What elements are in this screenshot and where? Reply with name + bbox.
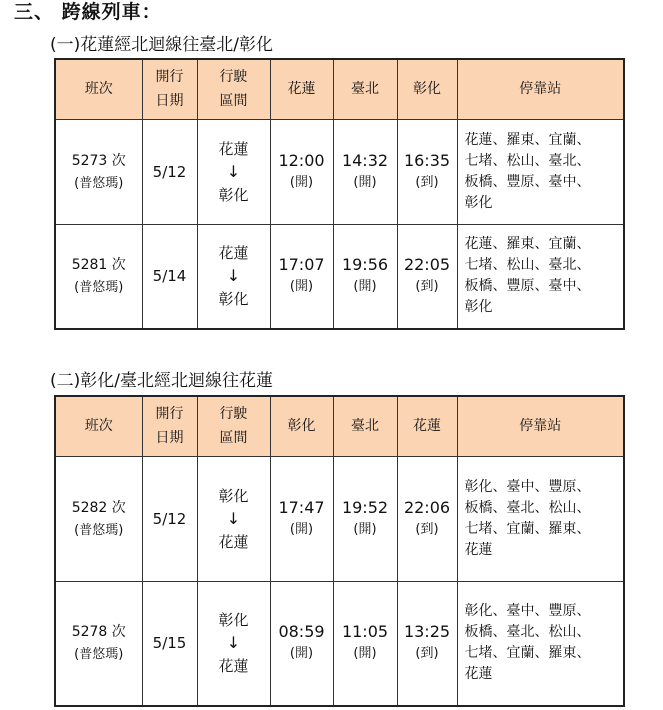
header-section: 行駛 區間 [197, 59, 270, 119]
arrow-down-icon: ↓ [226, 633, 241, 653]
date-cell: 5/15 [142, 581, 197, 706]
date-cell: 5/14 [142, 224, 197, 329]
date-cell: 5/12 [142, 456, 197, 581]
time-cell: 22:06 (到) [397, 456, 457, 581]
stops-cell: 彰化、臺中、豐原、 板橋、臺北、松山、 七堵、宜蘭、羅東、 花蓮 [457, 581, 624, 706]
time-cell: 08:59 (開) [270, 581, 333, 706]
header-station-1: 花蓮 [270, 59, 333, 119]
section-cell: 花蓮 ↓ 彰化 [197, 224, 270, 329]
section-2-subtitle: (二)彰化/臺北經北迴線往花蓮 [50, 371, 273, 391]
header-station-1: 彰化 [270, 396, 333, 456]
header-section: 行駛 區間 [197, 396, 270, 456]
header-stops: 停靠站 [457, 396, 624, 456]
section-cell: 彰化 ↓ 花蓮 [197, 581, 270, 706]
stops-cell: 花蓮、羅東、宜蘭、 七堵、松山、臺北、 板橋、豐原、臺中、 彰化 [457, 224, 624, 329]
train-cell: 5273 次 (普悠瑪) [55, 119, 142, 224]
time-cell: 14:32 (開) [333, 119, 397, 224]
table-row [55, 581, 624, 706]
date-cell: 5/12 [142, 119, 197, 224]
time-cell: 12:00 (開) [270, 119, 333, 224]
time-cell: 19:56 (開) [333, 224, 397, 329]
arrow-down-icon: ↓ [226, 508, 241, 528]
table-header-row [55, 396, 624, 456]
timetable-2 [54, 395, 625, 707]
arrow-down-icon: ↓ [226, 161, 241, 181]
time-cell: 11:05 (開) [333, 581, 397, 706]
stops-cell: 彰化、臺中、豐原、 板橋、臺北、松山、 七堵、宜蘭、羅東、 花蓮 [457, 456, 624, 581]
section-cell: 花蓮 ↓ 彰化 [197, 119, 270, 224]
header-stops: 停靠站 [457, 59, 624, 119]
train-cell: 5281 次 (普悠瑪) [55, 224, 142, 329]
time-cell: 19:52 (開) [333, 456, 397, 581]
arrow-down-icon: ↓ [226, 266, 241, 286]
train-cell: 5278 次 (普悠瑪) [55, 581, 142, 706]
time-cell: 17:47 (開) [270, 456, 333, 581]
time-cell: 16:35 (到) [397, 119, 457, 224]
header-date: 開行 日期 [142, 59, 197, 119]
table-row [55, 456, 624, 581]
section-1-subtitle: (一)花蓮經北迴線往臺北/彰化 [50, 35, 273, 55]
header-station-2: 臺北 [333, 59, 397, 119]
header-train: 班次 [55, 396, 142, 456]
stops-cell: 花蓮、羅東、宜蘭、 七堵、松山、臺北、 板橋、豐原、臺中、 彰化 [457, 119, 624, 224]
header-train: 班次 [55, 59, 142, 119]
header-date: 開行 日期 [142, 396, 197, 456]
header-station-3: 彰化 [397, 59, 457, 119]
table-header-row [55, 59, 624, 119]
timetable-1 [54, 58, 625, 330]
train-cell: 5282 次 (普悠瑪) [55, 456, 142, 581]
page-title: 三、 跨線列車： [14, 1, 162, 23]
table-row [55, 224, 624, 329]
header-station-2: 臺北 [333, 396, 397, 456]
table-row [55, 119, 624, 224]
time-cell: 22:05 (到) [397, 224, 457, 329]
section-cell: 彰化 ↓ 花蓮 [197, 456, 270, 581]
header-station-3: 花蓮 [397, 396, 457, 456]
time-cell: 17:07 (開) [270, 224, 333, 329]
time-cell: 13:25 (到) [397, 581, 457, 706]
